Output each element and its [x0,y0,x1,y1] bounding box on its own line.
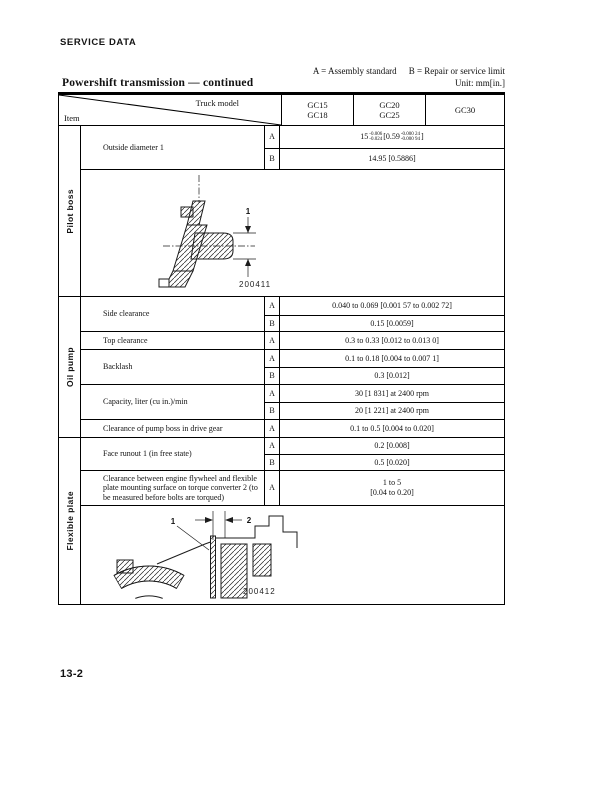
spec-entry [265,471,504,505]
section-flexible-plate [59,438,504,604]
table-row [81,332,504,350]
value-cell: 15 -0.006 -0.024 [0.59 -0.000 24 -0.000 94 ] [360,131,424,142]
item-cell: Side clearance [81,297,265,331]
spec-entry [265,385,504,402]
value-cell: 0.15 [0.0059] [370,318,414,328]
spec-entry [265,315,504,331]
grade-cell: A [265,332,280,349]
value-cell: 14.95 [0.5886] [368,154,416,164]
legend-b: B = Repair or service limit [408,66,505,76]
tolerance-stack: -0.006 -0.024 [369,131,383,142]
table-row [81,350,504,385]
value-cell: 20 [1 221] at 2400 rpm [355,406,429,416]
table-row [81,126,504,170]
page-header-label: SERVICE DATA [60,37,137,48]
value-cell: 1 to 5 [0.04 to 0.20] [370,478,414,497]
flexible-plate-drawing [109,506,329,602]
truck-model-label: Truck model [195,98,239,108]
value-cell: 0.1 to 0.18 [0.004 to 0.007 1] [345,353,439,363]
corner-cell [59,95,282,125]
spec-table [58,92,505,605]
legend-block [313,66,505,88]
grade-cell: A [265,438,280,454]
unit-note: Unit: mm[in.] [455,78,505,88]
document-title: Powershift transmission — continued [62,77,254,89]
value-cell: 0.3 to 0.33 [0.012 to 0.013 0] [345,335,439,345]
spec-entry [265,350,504,367]
item-cell: Clearance of pump boss in drive gear [81,420,265,437]
callout-2: 2 [246,516,252,525]
table-row [81,438,504,471]
pilot-boss-drawing [129,173,289,293]
model-col-gc15-gc18: GC15 GC18 [282,95,354,125]
tolerance-stack: -0.000 24 -0.000 94 [400,131,421,142]
grade-cell: A [265,385,280,402]
spec-entry [265,438,504,454]
grade-cell: A [265,126,280,148]
table-row [81,297,504,332]
grade-cell: A [265,420,280,437]
flexible-plate-figure [81,506,504,604]
section-label-cell [59,438,81,604]
grade-cell: B [265,403,280,419]
section-label-cell [59,126,81,296]
table-row [81,471,504,506]
grade-cell: B [265,368,280,384]
table-header-row [59,95,504,126]
spec-entry [265,297,504,315]
model-col-gc20-gc25: GC20 GC25 [354,95,426,125]
value-cell: 0.1 to 0.5 [0.004 to 0.020] [350,423,434,433]
model-col-gc30: GC30 [454,104,476,115]
grade-cell: B [265,149,280,169]
value-cell: 30 [1 831] at 2400 rpm [355,388,429,398]
value-cell: 0.3 [0.012] [374,371,410,381]
item-cell: Backlash [81,350,265,384]
table-row [81,420,504,437]
section-label: Flexible plate [64,491,75,551]
value-cell: 0.040 to 0.069 [0.001 57 to 0.002 72] [332,301,452,311]
pilot-boss-figure [81,170,504,296]
table-row [81,385,504,420]
grade-cell: A [265,350,280,367]
item-cell: Outside diameter 1 [81,126,265,169]
spec-entry [265,420,504,437]
section-label-cell [59,297,81,437]
value-cell: 0.5 [0.020] [374,457,410,467]
spec-entry [265,148,504,169]
spec-entry [265,402,504,419]
diagonal-divider [59,95,281,125]
page-number: 13-2 [60,668,84,680]
grade-cell: B [265,455,280,470]
item-cell: Clearance between engine flywheel and flexible plate mounting surface on torque converter 2 (to be measured before bolts are torqued) [81,471,265,505]
spec-entry [265,332,504,349]
item-cell: Capacity, liter (cu in.)/min [81,385,265,419]
figure-number: 200411 [239,280,272,289]
dimension-callout-1: 1 [245,207,251,216]
section-oil-pump [59,297,504,438]
figure-number: 200412 [243,587,276,596]
value-cell: 0.2 [0.008] [374,441,410,451]
item-cell: Top clearance [81,332,265,349]
grade-cell: B [265,316,280,331]
item-label: Item [64,112,80,123]
spec-entry [265,454,504,470]
grade-cell: A [265,471,280,505]
section-pilot-boss [59,126,504,297]
spec-entry [265,367,504,384]
spec-entry [265,126,504,148]
callout-1: 1 [170,517,176,526]
grade-cell: A [265,297,280,315]
section-label: Oil pump [64,346,75,388]
item-cell: Face runout 1 (in free state) [81,438,265,470]
section-label: Pilot boss [64,188,75,234]
assembly-standard-note [313,66,505,76]
legend-a: A = Assembly standard [312,66,397,76]
